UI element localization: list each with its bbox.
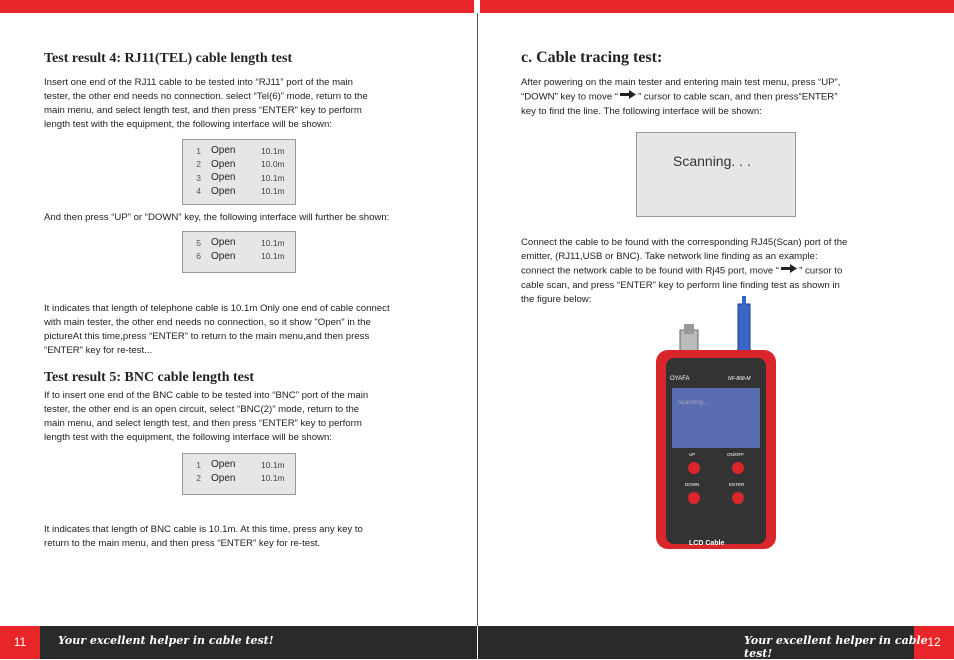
lcd-row-status: Open: [211, 145, 236, 157]
lcd-row-number: 1: [196, 145, 201, 156]
para-tracing-text-b: ” cursor to cable scan, and then press“ENTER”: [638, 91, 838, 103]
heading-cable-tracing: c. Cable tracing test:: [521, 49, 663, 66]
scanning-text: Scanning. . .: [673, 153, 751, 169]
arrow-right-icon: [781, 264, 797, 278]
lcd-row-length: 10.0m: [261, 159, 285, 170]
lcd-row-status: Open: [211, 237, 236, 249]
para-rj11-result: It indicates that length of telephone cable is 10.1m Only one end of cable connect with main tester, the other end needs no connection, so it show "Open" in the pictureAt this time,press “ENTER” to return to the main menu,and then press “ENTER” key for re-test...: [44, 303, 390, 356]
device-brand: OYAFA: [670, 376, 690, 382]
lcd-row-status: Open: [211, 185, 236, 197]
lcd-row-number: 2: [196, 473, 201, 484]
lcd-row-length: 10.1m: [261, 251, 285, 262]
top-bar-right: [480, 0, 954, 13]
para-up-down: And then press “UP” or “DOWN” key, the following interface will further be shown:: [44, 212, 390, 223]
lcd-row-length: 10.1m: [261, 237, 285, 248]
lcd-screen-rj11-1: [182, 139, 296, 205]
lcd-row-status: Open: [211, 459, 236, 471]
device-screen-text: Scanning...: [678, 400, 709, 406]
lcd-row: [183, 185, 295, 199]
device-bottom-label: LCD Cable: [689, 540, 725, 547]
arrow-right-icon: [620, 90, 636, 104]
lcd-row-number: 4: [196, 186, 201, 197]
lcd-row: [183, 250, 295, 264]
lcd-screen-rj11-2: [182, 231, 296, 273]
para-tracing-line-2: [521, 90, 891, 105]
lcd-row-status: Open: [211, 158, 236, 170]
lcd-row-number: 1: [196, 459, 201, 470]
para-connect-intro: Connect the cable to be found with the corresponding RJ45(Scan) port of the emitter, (RJ11,USB or BNC). Take network line finding as an example:: [521, 237, 848, 262]
lcd-row: [183, 144, 295, 158]
heading-test-5: Test result 5: BNC cable length test: [44, 370, 254, 385]
lcd-row: [183, 472, 295, 486]
lcd-row-number: 2: [196, 159, 201, 170]
para-rj11: Insert one end of the RJ11 cable to be tested into “RJ11” port of the main tester, the other end needs no connection. select “Tel(6)” mode, return to the main menu, and select length test, and then press “ENTER” key to perform length test with the equipment, the following interface will be shown:: [44, 77, 368, 130]
para-bnc-result: It indicates that length of BNC cable is 10.1m. At this time, press any key to return to the main menu, and then press “ENTER” key for re-test.: [44, 524, 363, 549]
device-down-label: DOWN: [685, 482, 700, 487]
page-number-left: 11: [0, 626, 40, 659]
para-connect-tail: cable scan, and press “ENTER” key to perform line finding test as shown in the figure below:: [521, 279, 840, 305]
cable-tester-device-image: [656, 296, 776, 549]
device-up-label: UP: [689, 452, 696, 457]
lcd-row: [183, 158, 295, 172]
lcd-row-length: 10.1m: [261, 459, 285, 470]
page-divider: [477, 13, 478, 626]
lcd-row: [183, 171, 295, 185]
lcd-row-length: 10.1m: [261, 473, 285, 484]
para-connect-text-b: ” cursor to: [799, 265, 843, 277]
para-connect-text-a: connect the network cable to be found with Rj45 port, move “: [521, 265, 780, 277]
para-tracing-line-1: After powering on the main tester and entering main test menu, press “UP”,: [521, 77, 841, 88]
device-onoff-label: ON/OFF: [727, 452, 744, 457]
page-number-right: 12: [914, 626, 954, 659]
footer-slogan-right: Your excellent helper in cable test!: [744, 634, 928, 660]
para-bnc: If to insert one end of the BNC cable to be tested into “BNC” port of the main tester, the other end is an open circuit, select “BNC(2)” mode, return to the main menu, and select length test, and then press “ENTER” key to perform length test with the equipment, the following interface will be shown:: [44, 390, 369, 443]
lcd-screen-bnc: [182, 453, 296, 495]
heading-test-4: Test result 4: RJ11(TEL) cable length test: [44, 51, 293, 66]
lcd-row: [183, 236, 295, 250]
lcd-row-length: 10.1m: [261, 145, 285, 156]
lcd-screen-scanning: [636, 132, 796, 217]
lcd-row-number: 6: [196, 251, 201, 262]
lcd-row-number: 3: [196, 172, 201, 183]
device-enter-label: ENTER: [729, 482, 745, 487]
lcd-row-status: Open: [211, 172, 236, 184]
footer-slogan-left: Your excellent helper in cable test!: [58, 634, 274, 647]
top-bar-left: [0, 0, 474, 13]
lcd-row-length: 10.1m: [261, 186, 285, 197]
lcd-row-length: 10.1m: [261, 172, 285, 183]
lcd-row-status: Open: [211, 472, 236, 484]
para-tracing: [521, 76, 891, 119]
lcd-row-number: 5: [196, 237, 201, 248]
para-tracing-text-a: “DOWN” key to move “: [521, 91, 619, 103]
para-connect-line: [521, 264, 891, 279]
para-tracing-line-3: key to find the line. The following interface will be shown:: [521, 105, 762, 117]
lcd-row-status: Open: [211, 250, 236, 262]
device-model: NF-868-M: [728, 376, 751, 382]
lcd-row: [183, 458, 295, 472]
